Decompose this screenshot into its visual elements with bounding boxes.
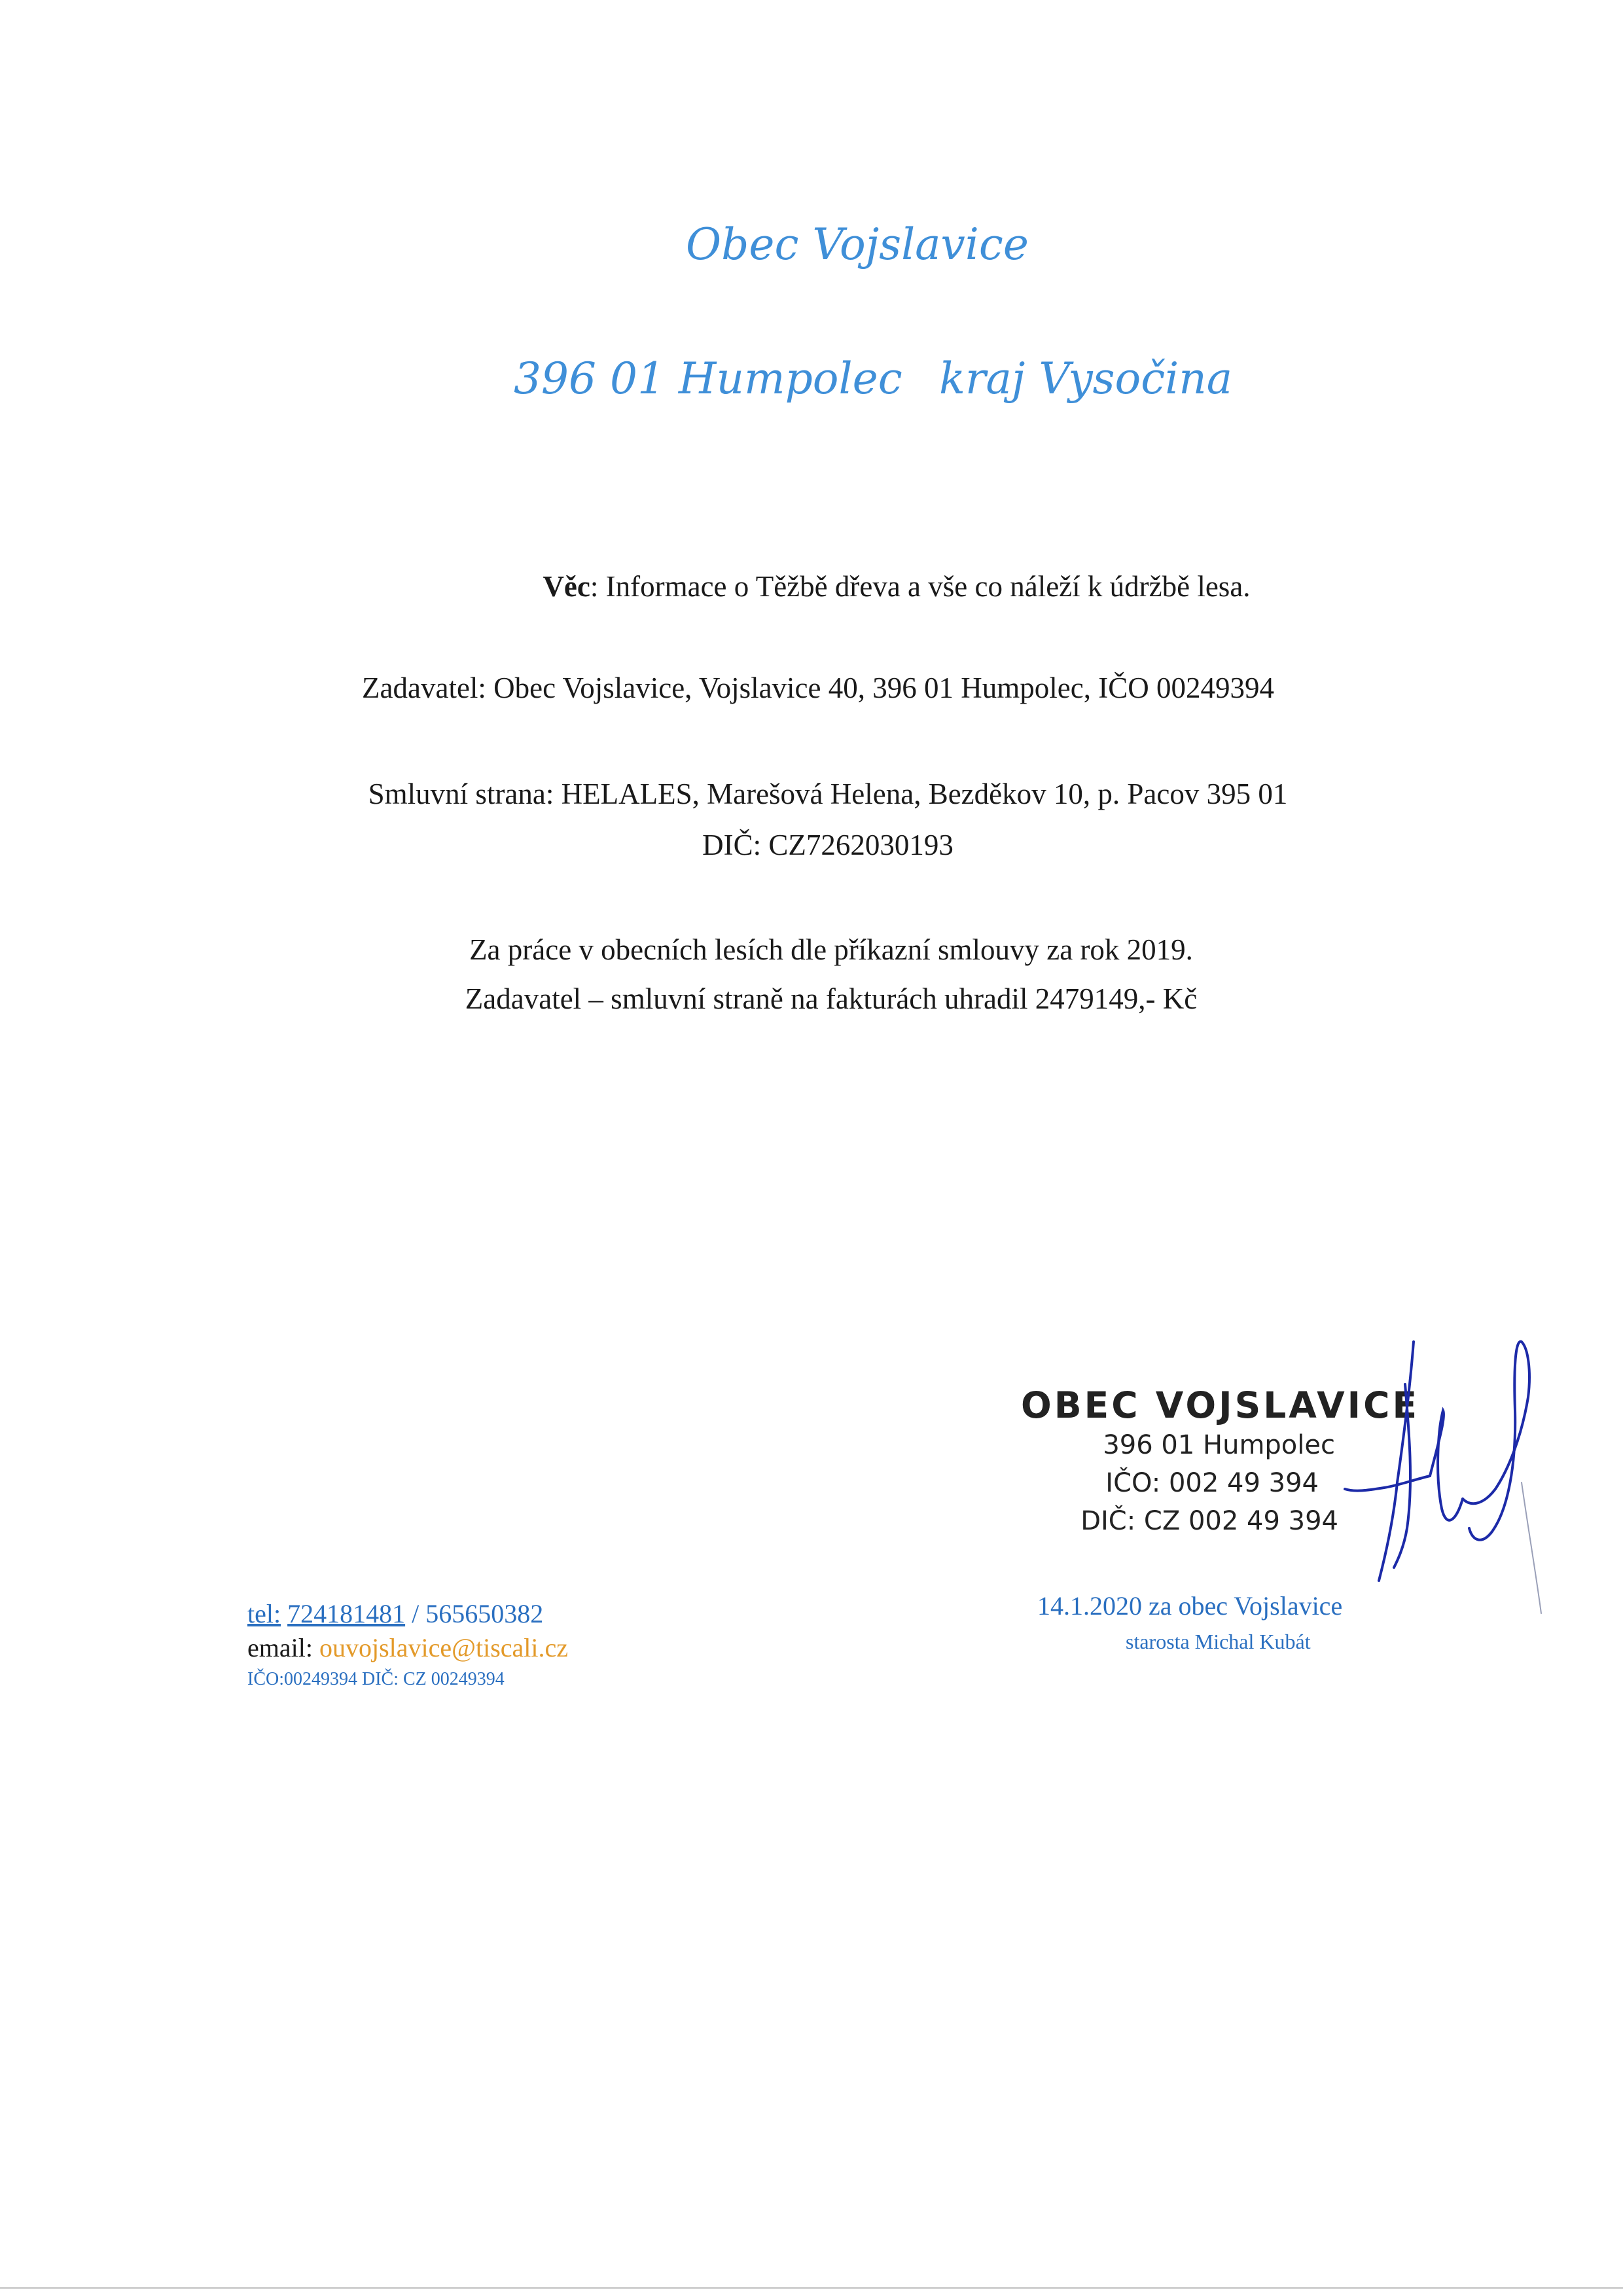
header-postal-address: 396 01 Humpolec xyxy=(514,353,902,404)
client-line: Zadavatel: Obec Vojslavice, Vojslavice 40, 396 01 Humpolec, IČO 00249394 xyxy=(362,672,1274,704)
subject-line xyxy=(0,569,1623,603)
scan-edge-line xyxy=(0,2287,1623,2289)
email-line xyxy=(247,1631,568,1665)
header-region: kraj Vysočina xyxy=(939,353,1233,404)
email-label: email: xyxy=(247,1633,313,1662)
contact-block xyxy=(247,1597,568,1690)
stamp-dic: DIČ: CZ 002 49 394 xyxy=(1080,1506,1338,1536)
contractor-line-1: Smluvní strana: HELALES, Marešová Helena, Bezděkov 10, p. Pacov 395 01 xyxy=(368,778,1288,810)
phone-alt-number: 565650382 xyxy=(425,1599,544,1628)
header-address-line xyxy=(514,353,1233,404)
stamp-address: 396 01 Humpolec xyxy=(1103,1430,1335,1460)
subject-label: Věc xyxy=(543,570,590,603)
contractor-line-2: DIČ: CZ7262030193 xyxy=(702,829,954,861)
signature-date-line: 14.1.2020 za obec Vojslavice xyxy=(1037,1591,1343,1621)
payment-line-2: Zadavatel – smluvní straně na fakturách uhradil 2479149,- Kč xyxy=(465,982,1198,1015)
municipality-title: Obec Vojslavice xyxy=(686,219,1029,270)
signature-role-line: starosta Michal Kubát xyxy=(1126,1630,1311,1653)
subject-text: : Informace o Těžbě dřeva a vše co náleží k údržbě lesa. xyxy=(590,570,1251,603)
phone-link[interactable]: 724181481 xyxy=(287,1599,406,1628)
stamp-name: OBEC VOJSLAVICE xyxy=(1021,1384,1420,1426)
phone-label: tel: xyxy=(247,1599,281,1628)
payment-line-1: Za práce v obecních lesích dle příkazní smlouvy za rok 2019. xyxy=(469,933,1193,966)
stamp-ico: IČO: 002 49 394 xyxy=(1105,1468,1319,1498)
email-link[interactable]: ouvojslavice@tiscali.cz xyxy=(319,1633,569,1662)
phone-separator: / xyxy=(405,1599,426,1628)
registration-ids: IČO:00249394 DIČ: CZ 00249394 xyxy=(247,1669,505,1689)
phone-line xyxy=(247,1597,568,1631)
handwritten-signature xyxy=(1332,1332,1554,1633)
